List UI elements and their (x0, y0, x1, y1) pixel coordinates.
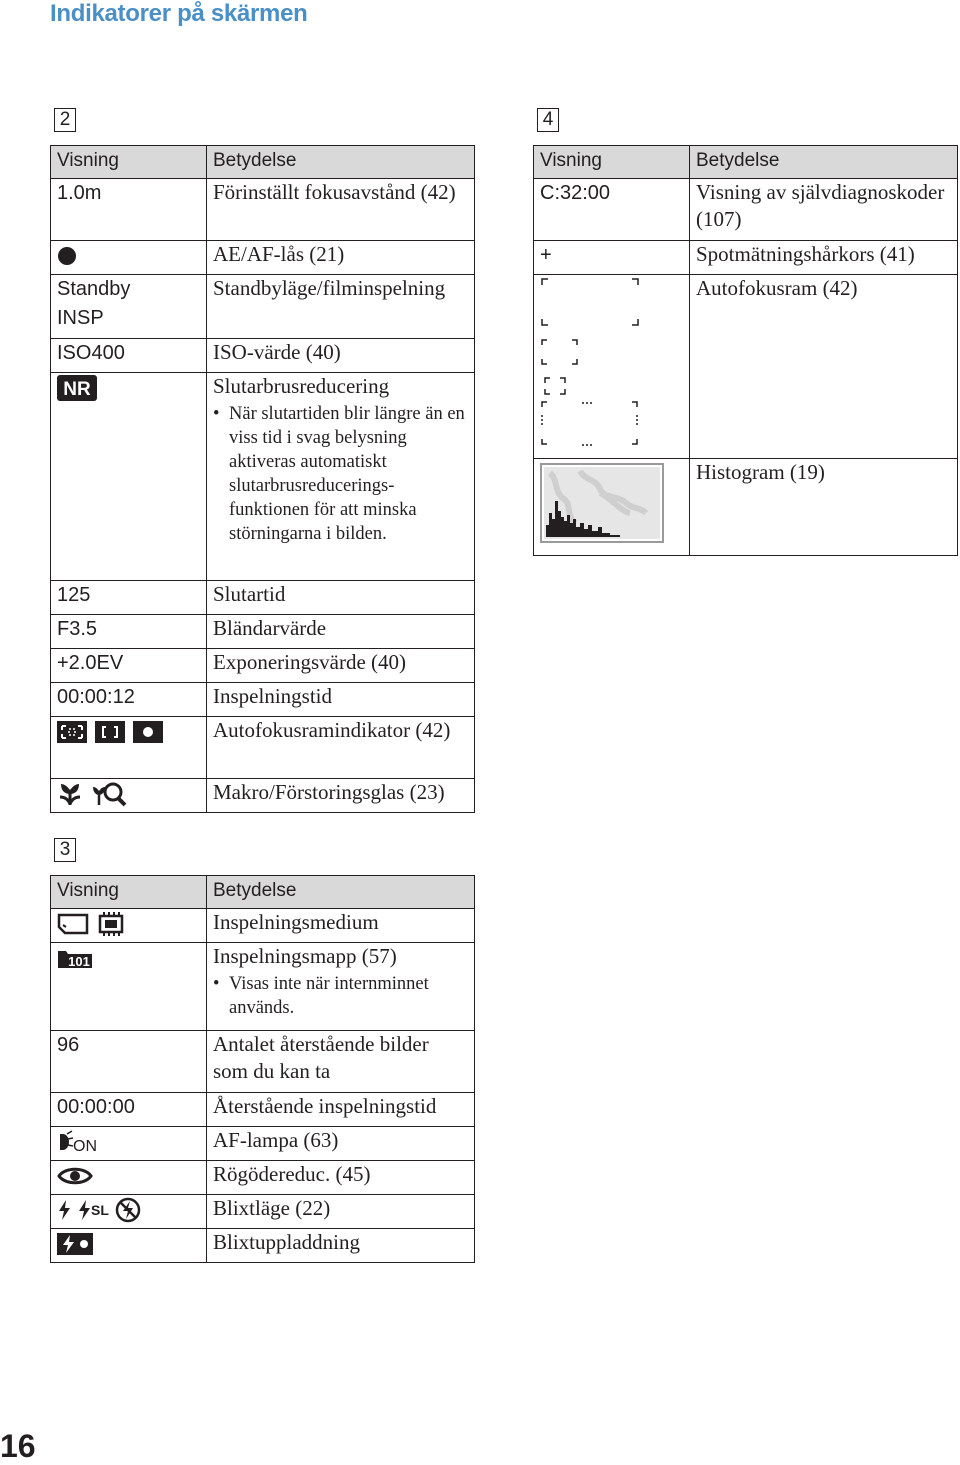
magnifier-icon (91, 781, 127, 807)
flash-charging-icon (57, 1233, 93, 1255)
meaning-cell: Bländarvärde (207, 615, 475, 649)
section-number-3: 3 (54, 838, 76, 862)
histogram-icon (540, 463, 664, 543)
af-frame-multi-icon (57, 721, 87, 743)
red-eye-icon (57, 1165, 93, 1187)
page-title: Indikatorer på skärmen (50, 0, 308, 27)
table-row (51, 943, 475, 1031)
note (213, 402, 468, 546)
meaning-cell: Antalet återstående bilder som du kan ta (207, 1031, 475, 1093)
visning-cell (51, 943, 207, 1031)
svg-text:101: 101 (68, 954, 90, 969)
meaning-cell (207, 373, 475, 581)
visning-line-insp: INSP (57, 307, 104, 329)
meaning-cell: Slutartid (207, 581, 475, 615)
macro-icon (57, 781, 83, 807)
memory-card-icon (57, 913, 89, 935)
table-row (51, 1161, 475, 1195)
meaning-text: Slutarbrusreducering (213, 374, 390, 398)
header-betydelse: Betydelse (207, 876, 475, 909)
table-row (534, 275, 958, 459)
table-row (51, 339, 475, 373)
note-text: När slutartiden blir längre än en viss tid i svag belysning aktiveras automatiskt slutarbrusreducerings-funktionen för att minska störningarna i bilden. (229, 404, 465, 544)
header-visning: Visning (534, 146, 690, 179)
internal-memory-icon (97, 912, 125, 936)
meaning-cell: Exponeringsvärde (40) (207, 649, 475, 683)
af-lamp-icon (57, 1130, 73, 1154)
visning-cell (51, 1161, 207, 1195)
table-row (51, 615, 475, 649)
visning-cell: + (534, 241, 690, 275)
visning-cell: 1.0m (51, 179, 207, 241)
visning-cell (51, 1229, 207, 1263)
meaning-cell: Autofokusram (42) (690, 275, 958, 459)
visning-cell: 125 (51, 581, 207, 615)
meaning-cell: Visning av självdiagnoskoder (107) (690, 179, 958, 241)
ae-af-lock-dot-icon (57, 246, 77, 266)
table-row (51, 1093, 475, 1127)
header-betydelse: Betydelse (207, 146, 475, 179)
af-lamp-on-label: ON (73, 1137, 97, 1155)
meaning-cell: Inspelningsmedium (207, 909, 475, 943)
svg-text:NR: NR (63, 379, 91, 400)
folder-101-icon (57, 947, 93, 969)
note-text: Visas inte när internminnet används. (229, 974, 429, 1018)
meaning-cell (207, 943, 475, 1031)
visning-cell (51, 779, 207, 813)
page-number: 16 (0, 1428, 36, 1464)
visning-cell: 00:00:12 (51, 683, 207, 717)
visning-cell (51, 909, 207, 943)
visning-cell: +2.0EV (51, 649, 207, 683)
visning-cell (51, 275, 207, 339)
af-frame-center-icon (95, 721, 125, 743)
visning-cell: C:32:00 (534, 179, 690, 241)
meaning-cell: Förinställt fokusavstånd (42) (207, 179, 475, 241)
bullet: • (213, 404, 220, 424)
flash-icon (57, 1199, 71, 1221)
af-frame-spot-icon (133, 721, 163, 743)
meaning-cell: Blixtuppladdning (207, 1229, 475, 1263)
visning-cell (51, 1195, 207, 1229)
visning-cell (534, 459, 690, 556)
flash-slow-sync-group (77, 1196, 109, 1225)
visning-cell (51, 241, 207, 275)
visning-cell: ISO400 (51, 339, 207, 373)
table-row (51, 373, 475, 581)
table-row (51, 717, 475, 779)
note (213, 972, 468, 1020)
table-header-row (51, 876, 475, 909)
table-header-row (51, 146, 475, 179)
flash-slow-sync-icon (77, 1199, 91, 1221)
table-row (534, 241, 958, 275)
meaning-cell: Blixtläge (22) (207, 1195, 475, 1229)
visning-cell: 00:00:00 (51, 1093, 207, 1127)
meaning-cell: Rögödereduc. (45) (207, 1161, 475, 1195)
meaning-cell: Återstående inspelningstid (207, 1093, 475, 1127)
table-row (51, 1195, 475, 1229)
bullet: • (213, 974, 220, 994)
table-row (51, 779, 475, 813)
flash-off-icon (115, 1197, 141, 1223)
table-row (534, 459, 958, 556)
header-visning: Visning (51, 146, 207, 179)
table-row (51, 581, 475, 615)
table-row (51, 179, 475, 241)
meaning-cell: Inspelningstid (207, 683, 475, 717)
table-row (51, 1127, 475, 1161)
meaning-cell: Makro/Förstoringsglas (23) (207, 779, 475, 813)
visning-cell (51, 1127, 207, 1161)
header-visning: Visning (51, 876, 207, 909)
visning-cell (51, 717, 207, 779)
meaning-cell: AF-lampa (63) (207, 1127, 475, 1161)
table-row (51, 1229, 475, 1263)
meaning-cell: AE/AF-lås (21) (207, 241, 475, 275)
slow-sync-label: SL (91, 1201, 109, 1218)
meaning-cell: ISO-värde (40) (207, 339, 475, 373)
indicator-table-4 (533, 145, 958, 556)
indicator-table-3 (50, 875, 475, 1263)
nr-icon (57, 375, 97, 401)
section-number-4: 4 (537, 108, 559, 132)
visning-line-standby: Standby (57, 278, 131, 300)
visning-cell: 96 (51, 1031, 207, 1093)
meaning-cell: Histogram (19) (690, 459, 958, 556)
meaning-text: Inspelningsmapp (57) (213, 944, 397, 968)
meaning-cell: Spotmätningshårkors (41) (690, 241, 958, 275)
header-betydelse: Betydelse (690, 146, 958, 179)
af-frames-icon (540, 275, 640, 451)
table-row (51, 683, 475, 717)
visning-cell (534, 275, 690, 459)
visning-cell: F3.5 (51, 615, 207, 649)
table-row (51, 275, 475, 339)
table-row (534, 179, 958, 241)
table-header-row (534, 146, 958, 179)
indicator-table-2 (50, 145, 475, 813)
visning-cell (51, 373, 207, 581)
table-row (51, 909, 475, 943)
section-number-2: 2 (54, 108, 76, 132)
meaning-cell: Standbyläge/filminspelning (207, 275, 475, 339)
table-row (51, 649, 475, 683)
meaning-cell: Autofokusramindikator (42) (207, 717, 475, 779)
table-row (51, 241, 475, 275)
table-row (51, 1031, 475, 1093)
